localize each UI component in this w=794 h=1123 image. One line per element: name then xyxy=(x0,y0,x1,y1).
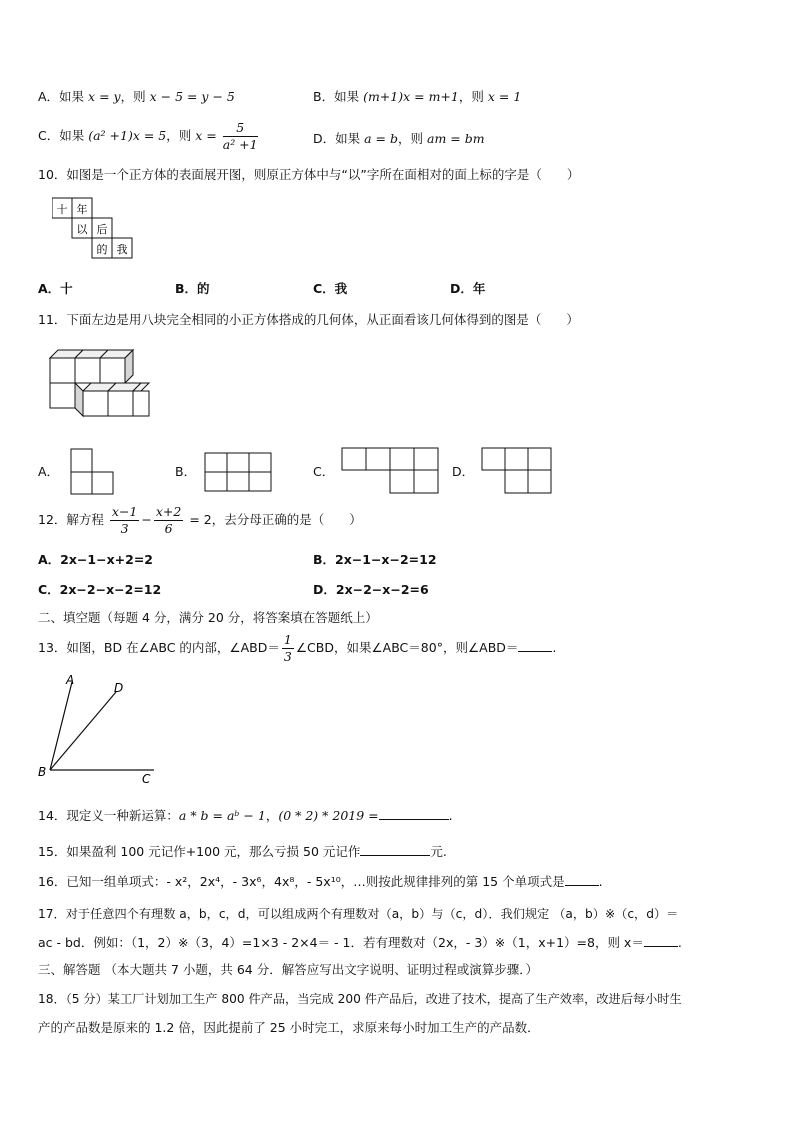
q14-prefix: 14．现定义一种新运算： xyxy=(38,808,179,823)
q9-option-b xyxy=(313,88,521,106)
q12-option-c: C．2x−2−x−2=12 xyxy=(38,582,162,597)
net-cell-yi: 以 xyxy=(76,223,88,236)
q11-option-d-figure xyxy=(481,447,553,495)
point-c-label: C xyxy=(142,772,151,784)
q16-text: 16．已知一组单项式：- x²，2x⁴，- 3x⁶，4x⁸，- 5x¹⁰，…则按此规律排列的第 15 个单项式是 xyxy=(38,874,565,889)
q9-c-fraction: $\frac{5}{\text{a² +1}}$ xyxy=(222,120,258,152)
q12-option-d: D．2x−2−x−2=6 xyxy=(313,582,429,597)
q14-expression: (0 * 2) * 2019 = xyxy=(278,808,379,823)
q17-end: . xyxy=(677,935,682,950)
q9-a-mid: ，则 xyxy=(120,89,146,104)
q9-c-expr: (a² +1)x = 5 xyxy=(88,128,167,143)
section-3-heading: 三、解答题 （本大题共 7 小题，共 64 分．解答应写出文字说明、证明过程或演算步骤．） xyxy=(38,962,538,977)
q9-a-conclusion: x − 5 = y − 5 xyxy=(149,89,235,104)
q14-definition: a * b = aᵇ − 1 xyxy=(178,808,266,823)
q11-option-b-label: B． xyxy=(175,464,197,479)
q13-stem xyxy=(38,632,556,665)
q13-suffix: ∠CBD，如果∠ABC＝80°，则∠ABD＝ xyxy=(295,640,519,655)
q9-d-label: D．如果 xyxy=(313,131,361,146)
q15-answer-blank xyxy=(360,843,430,856)
q18-line-1: 18．（5 分）某工厂计划加工生产 800 件产品，当完成 200 件产品后，改进了技术，提高了生产效率，改进后每小时生 xyxy=(38,992,682,1006)
cube-net-figure xyxy=(52,196,142,264)
net-cell-wo: 我 xyxy=(116,243,128,256)
q12-option-b: B．2x−1−x−2=12 xyxy=(313,552,437,567)
q15-text: 15．如果盈利 100 元记作+100 元，那么亏损 50 元记作 xyxy=(38,844,361,859)
q16-answer-blank xyxy=(565,873,599,886)
point-a-label: A xyxy=(66,673,75,687)
cube-solid-figure xyxy=(48,348,153,426)
q17-line-1: 17．对于任意四个有理数 a，b，c，d，可以组成两个有理数对（a，b）与（c，d）．我们规定 （a，b）※（c，d）＝ xyxy=(38,907,679,921)
q9-option-a xyxy=(38,88,235,106)
q10-option-b: B．的 xyxy=(175,281,210,296)
q13-answer-blank xyxy=(518,639,552,652)
q9-a-expr: x = y xyxy=(88,89,121,104)
q12-fraction-1: $\frac{x-1}{3}$ xyxy=(111,504,138,536)
q9-d-mid: ，则 xyxy=(398,131,424,146)
q11-option-b-figure xyxy=(204,452,272,492)
q12-option-a: A．2x−1−x+2=2 xyxy=(38,552,153,567)
q10-option-d: D．年 xyxy=(450,281,486,296)
net-cell-shi: 十 xyxy=(56,203,68,216)
q11-option-a-label: A． xyxy=(38,464,60,479)
q9-c-conclusion: x = xyxy=(195,128,217,143)
q15-end: 元. xyxy=(430,844,447,859)
q17-line-2-text: ac - bd．例如：（1，2）※（3，4）=1×3 - 2×4＝ - 1．若有理数对（2x，- 3）※（1，x+1）=8，则 x＝ xyxy=(38,935,644,950)
q17-answer-blank xyxy=(644,934,678,947)
q11-stem: 11．下面左边是用八块完全相同的小正方体搭成的几何体，从正面看该几何体得到的图是（ ） xyxy=(38,312,579,327)
q9-option-d xyxy=(313,130,485,148)
net-cell-nian: 年 xyxy=(76,203,88,216)
q9-c-label: C．如果 xyxy=(38,128,85,143)
point-d-label: D xyxy=(114,681,124,695)
net-cell-hou: 后 xyxy=(96,223,108,236)
q10-option-a: A．十 xyxy=(38,281,73,296)
q14-mid: ， xyxy=(265,808,279,823)
net-cell-de: 的 xyxy=(96,243,108,256)
q11-option-c-label: C． xyxy=(313,464,335,479)
q11-option-d-label: D． xyxy=(452,464,475,479)
point-b-label: B xyxy=(38,765,47,779)
q11-option-a-figure xyxy=(70,448,116,496)
q10-stem: 10．如图是一个正方体的表面展开图，则原正方体中与“以”字所在面相对的面上标的字是（ ） xyxy=(38,167,580,182)
q10-option-c: C．我 xyxy=(313,281,348,296)
q14-end: . xyxy=(448,808,453,823)
q15-stem xyxy=(38,843,447,861)
q18-line-2: 产的产品数是原来的 1.2 倍，因此提前了 25 小时完工，求原来每小时加工生产的产品数． xyxy=(38,1020,540,1035)
q9-d-conclusion: am = bm xyxy=(427,131,485,146)
q13-end: . xyxy=(552,640,557,655)
q14-answer-blank xyxy=(379,807,449,820)
q9-option-c xyxy=(38,120,260,153)
q12-stem-prefix: 12．解方程 xyxy=(38,512,104,527)
angle-figure xyxy=(36,672,166,784)
q11-option-c-figure xyxy=(341,447,441,495)
q12-stem xyxy=(38,504,362,537)
q9-b-label: B．如果 xyxy=(313,89,360,104)
q9-a-label: A．如果 xyxy=(38,89,85,104)
q12-stem-suffix: = 2，去分母正确的是（ ） xyxy=(189,512,362,527)
q17-line-2 xyxy=(38,934,682,952)
q9-d-expr: a = b xyxy=(364,131,398,146)
q9-b-expr: (m+1)x = m+1 xyxy=(363,89,459,104)
q16-stem xyxy=(38,873,603,891)
q9-c-mid: ，则 xyxy=(166,128,192,143)
q9-b-conclusion: x = 1 xyxy=(487,89,522,104)
q12-fraction-2: $\frac{x+2}{6}$ xyxy=(155,504,182,536)
q14-stem xyxy=(38,807,453,825)
q13-fraction: $\frac{1}{3}$ xyxy=(283,632,292,664)
q9-b-mid: ，则 xyxy=(458,89,484,104)
section-2-heading: 二、填空题（每题 4 分，满分 20 分，将答案填在答题纸上） xyxy=(38,610,378,625)
q12-minus: − xyxy=(141,512,152,527)
q16-end: . xyxy=(598,874,603,889)
q13-prefix: 13．如图，BD 在∠ABC 的内部，∠ABD＝ xyxy=(38,640,280,655)
